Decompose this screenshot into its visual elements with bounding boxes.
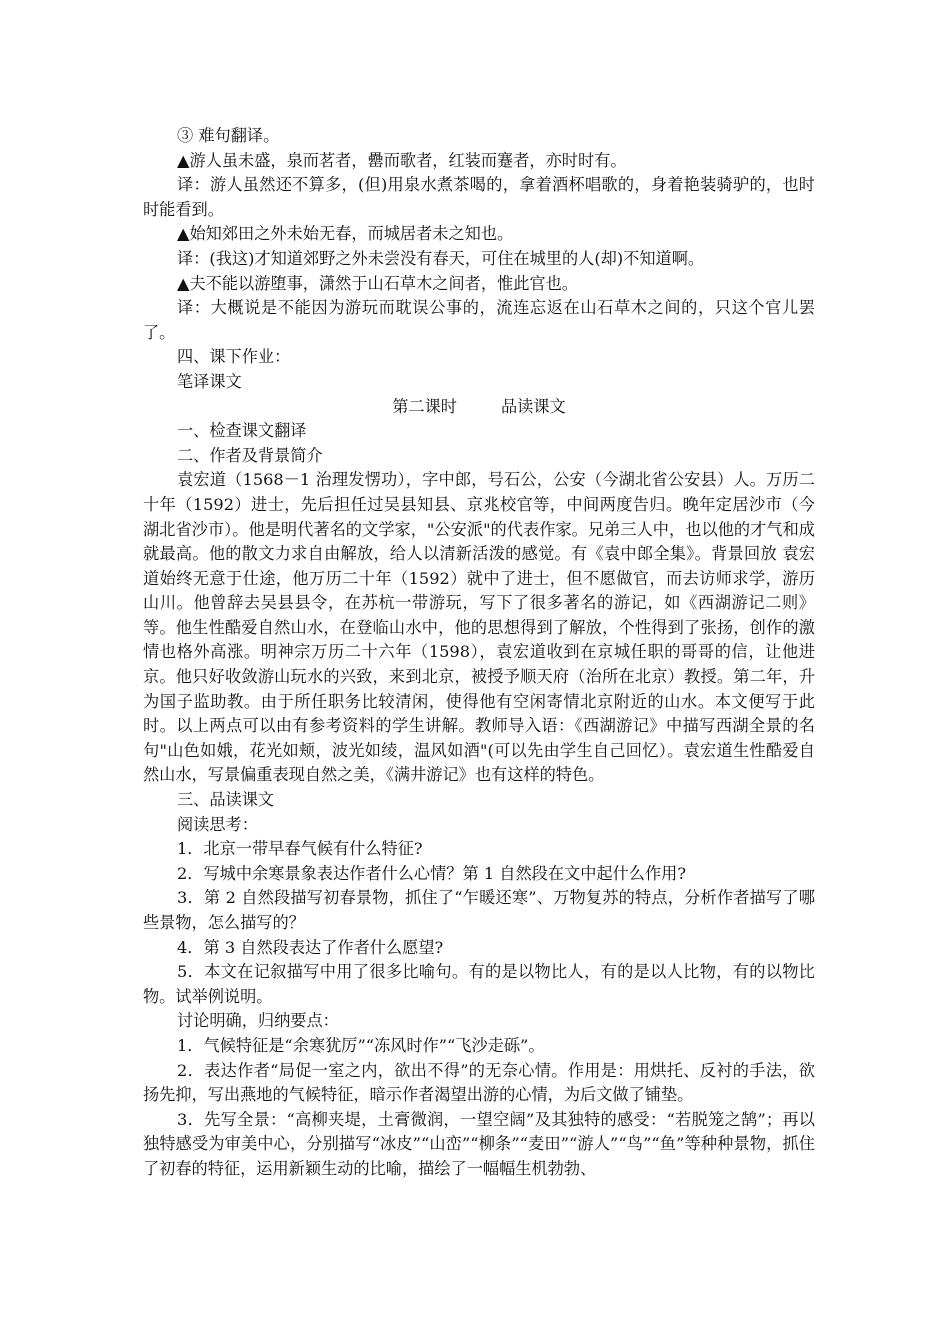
- question-item: 4．第 3 自然段表达了作者什么愿望?: [177, 937, 444, 957]
- body-paragraph: 译：大概说是不能因为游玩而耽误公事的，流连忘返在山石草木之间的，只这个官儿罢了。: [143, 298, 815, 342]
- section-heading: 一、检查课文翻译: [177, 421, 307, 441]
- lesson-heading-left: 第二课时: [392, 396, 457, 416]
- body-paragraph: ▲始知郊田之外未始无春，而城居者未之知也。: [177, 224, 514, 244]
- lesson-heading-right: 品读课文: [501, 396, 566, 416]
- body-paragraph: ③ 难句翻译。: [177, 126, 280, 145]
- lesson-heading: [143, 395, 815, 420]
- body-paragraph: 译：(我这)才知道郊野之外未尝没有春天，可住在城里的人(却)不知道啊。: [177, 248, 705, 268]
- answer-item: 1．气候特征是“余寒犹厉”“冻风时作”“飞沙走砾”。: [177, 1035, 545, 1055]
- body-paragraph: ▲游人虽未盛，泉而茗者，罍而歌者，红装而蹇者，亦时时有。: [177, 150, 627, 170]
- body-paragraph: 阅读思考：: [177, 814, 258, 834]
- body-paragraph: 笔译课文: [177, 371, 242, 391]
- question-item: 3．第 2 自然段描写初春景物，抓住了“乍暖还寒”、万物复苏的特点，分析作者描写了哪些景物，怎么描写的？: [143, 888, 815, 932]
- question-item: 2．写城中余寒景象表达作者什么心情？第 1 自然段在文中起什么作用?: [177, 863, 687, 883]
- answer-item: 2．表达作者“局促一室之内，欲出不得”的无奈心情。作用是：用烘托、反衬的手法，欲扬先抑，写出燕地的气候特征，暗示作者渴望出游的心情，为后文做了铺垫。: [143, 1060, 815, 1105]
- section-heading: 三、品读课文: [177, 790, 275, 810]
- body-paragraph: 讨论明确，归纳要点：: [177, 1011, 339, 1031]
- section-heading: 四、课下作业：: [177, 347, 291, 367]
- body-paragraph: 译：游人虽然还不算多，(但)用泉水煮茶喝的，拿着酒杯唱歌的，身着艳装骑驴的，也时时能看到。: [143, 175, 815, 219]
- body-paragraph: 袁宏道（1568－1 治理发愣功），字中郎，号石公，公安（今湖北省公安县）人。万历二十年（1592）进士，先后担任过吴县知县、京兆校官等，中间两度告归。晚年定居沙市（今湖北省沙市）。他是明代著名的文学家，"公安派"的代表作家。兄弟三人中，也以他的才气和成就最高。他的散文力求自由解放，给人以清新活泼的感觉。有《袁中郎全集》。背景回放 袁宏道始终无意于仕途，他万历二十年（1592）就中了进士，但不愿做官，而去访师求学，游历山川。他曾辞去吴县县令，在苏杭一带游玩，写下了很多著名的游记，如《西湖游记二则》等。他生性酷爱自然山水，在登临山水中，他的思想得到了解放，个性得到了张扬，创作的激情也格外高涨。明神宗万历二十六年（1598），袁宏道收到在京城任职的哥哥的信，让他进京。他只好收敛游山玩水的兴致，来到北京，被授予顺天府（治所在北京）教授。第二年，升为国子监助教。由于所任职务比较清闲，使得他有空闲寄情北京附近的山水。本文便写于此时。以上两点可以由有参考资料的学生讲解。教师导入语：《西湖游记》中描写西湖全景的名句"山色如娥，花光如颊，波光如绫，温风如酒"(可以先由学生自己回忆）。袁宏道生性酷爱自然山水，写景偏重表现自然之美，《满井游记》也有这样的特色。: [143, 470, 815, 785]
- question-item: 1．北京一带早春气候有什么特征?: [177, 839, 423, 859]
- section-heading: 二、作者及背景简介: [177, 445, 323, 465]
- question-item: 5．本文在记叙描写中用了很多比喻句。有的是以物比人，有的是以人比物，有的以物比物。试举例说明。: [143, 962, 815, 1006]
- body-paragraph: ▲夫不能以游堕事，潇然于山石草木之间者，惟此官也。: [177, 273, 578, 293]
- document-page: [143, 124, 815, 1182]
- answer-item: 3．先写全景：“高柳夹堤，土膏微润，一望空阔”及其独特的感受：“若脱笼之鹄”；再以独特感受为审美中心，分别描写“冰皮”“山峦”“柳条”“麦田”“游人”“鸟”“鱼”等种种景物，抓住了初春的特征，运用新颖生动的比喻，描绘了一幅幅生机勃勃、: [143, 1109, 815, 1178]
